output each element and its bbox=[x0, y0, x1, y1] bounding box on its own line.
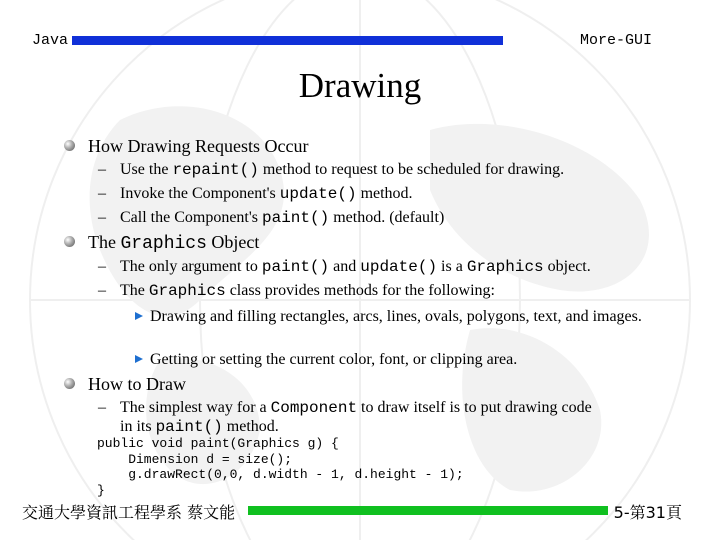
text: in its bbox=[120, 418, 156, 435]
header-topic-label: More-GUI bbox=[579, 32, 652, 49]
code-text: repaint() bbox=[172, 161, 259, 179]
text: Invoke the Component's bbox=[120, 185, 280, 202]
code-line: public void paint(Graphics g) { bbox=[97, 436, 339, 451]
round-bullet-icon bbox=[64, 140, 75, 151]
triangle-bullet-icon bbox=[135, 312, 143, 320]
text: class provides methods for the following: bbox=[225, 282, 495, 299]
text: method. bbox=[356, 185, 413, 202]
text: The simplest way for a bbox=[120, 399, 271, 416]
text: Object bbox=[206, 232, 260, 252]
bullet-heading: How to Draw bbox=[88, 374, 186, 394]
header-bar bbox=[72, 36, 503, 45]
text: Drawing and filling rectangles, arcs, lines, ovals, polygons, text, and images. bbox=[150, 308, 642, 325]
dash-icon: – bbox=[98, 185, 106, 202]
text: and bbox=[329, 258, 361, 275]
code-text: paint() bbox=[155, 418, 223, 436]
text: Getting or setting the current color, font, or clipping area. bbox=[150, 351, 518, 368]
code-text: paint() bbox=[261, 258, 330, 276]
subbullet-paint bbox=[98, 209, 445, 227]
bullet-heading: How Drawing Requests Occur bbox=[88, 136, 309, 156]
text: The bbox=[120, 282, 149, 299]
bullet-drawing-requests bbox=[88, 136, 308, 157]
code-line: Dimension d = size(); bbox=[97, 451, 293, 467]
round-bullet-icon bbox=[64, 378, 75, 389]
subbullet-graphics-class bbox=[98, 282, 495, 300]
text: is a bbox=[437, 258, 467, 275]
code-text: Graphics bbox=[148, 282, 226, 300]
code-text: Graphics bbox=[466, 258, 544, 276]
code-text: Component bbox=[270, 399, 358, 417]
footer-bar bbox=[248, 506, 608, 515]
text: method to request to be scheduled for drawing. bbox=[258, 161, 565, 178]
dash-icon: – bbox=[98, 282, 106, 299]
subbullet-repaint bbox=[98, 161, 565, 179]
code-text: paint() bbox=[261, 209, 330, 227]
code-line: } bbox=[97, 482, 105, 498]
subsubbullet-getting bbox=[150, 350, 660, 369]
code-line: g.drawRect(0,0, d.width - 1, d.height - 1); bbox=[97, 467, 464, 482]
triangle-bullet-icon bbox=[135, 355, 143, 363]
text: object. bbox=[543, 258, 591, 275]
bullet-graphics-object bbox=[88, 232, 259, 254]
dash-icon: – bbox=[98, 258, 106, 275]
text: Call the Component's bbox=[120, 209, 262, 226]
code-block bbox=[97, 436, 464, 498]
text: The only argument to bbox=[120, 258, 262, 275]
code-text: update() bbox=[360, 258, 438, 276]
text: to draw itself is to put drawing code bbox=[357, 399, 592, 416]
dash-icon: – bbox=[98, 209, 106, 226]
subbullet-simplest-way bbox=[98, 399, 592, 417]
dash-icon: – bbox=[98, 161, 106, 178]
code-text: Graphics bbox=[120, 234, 207, 254]
bullet-how-to-draw bbox=[88, 374, 186, 395]
text: Use the bbox=[120, 161, 173, 178]
dash-icon: – bbox=[98, 399, 106, 416]
subbullet-simplest-way-cont bbox=[120, 418, 279, 436]
subbullet-update bbox=[98, 185, 413, 203]
slide-title: Drawing bbox=[298, 66, 422, 105]
footer-page-number: 5-第31頁 bbox=[613, 503, 682, 522]
subsubbullet-drawing bbox=[150, 307, 660, 326]
text: method. (default) bbox=[329, 209, 445, 226]
code-text: update() bbox=[279, 185, 357, 203]
header-course-label: Java bbox=[32, 32, 69, 49]
subbullet-only-argument bbox=[98, 258, 591, 276]
round-bullet-icon bbox=[64, 236, 75, 247]
text: The bbox=[88, 232, 121, 252]
text: method. bbox=[222, 418, 279, 435]
footer-department: 交通大學資訊工程學系 蔡文能 bbox=[22, 503, 236, 522]
